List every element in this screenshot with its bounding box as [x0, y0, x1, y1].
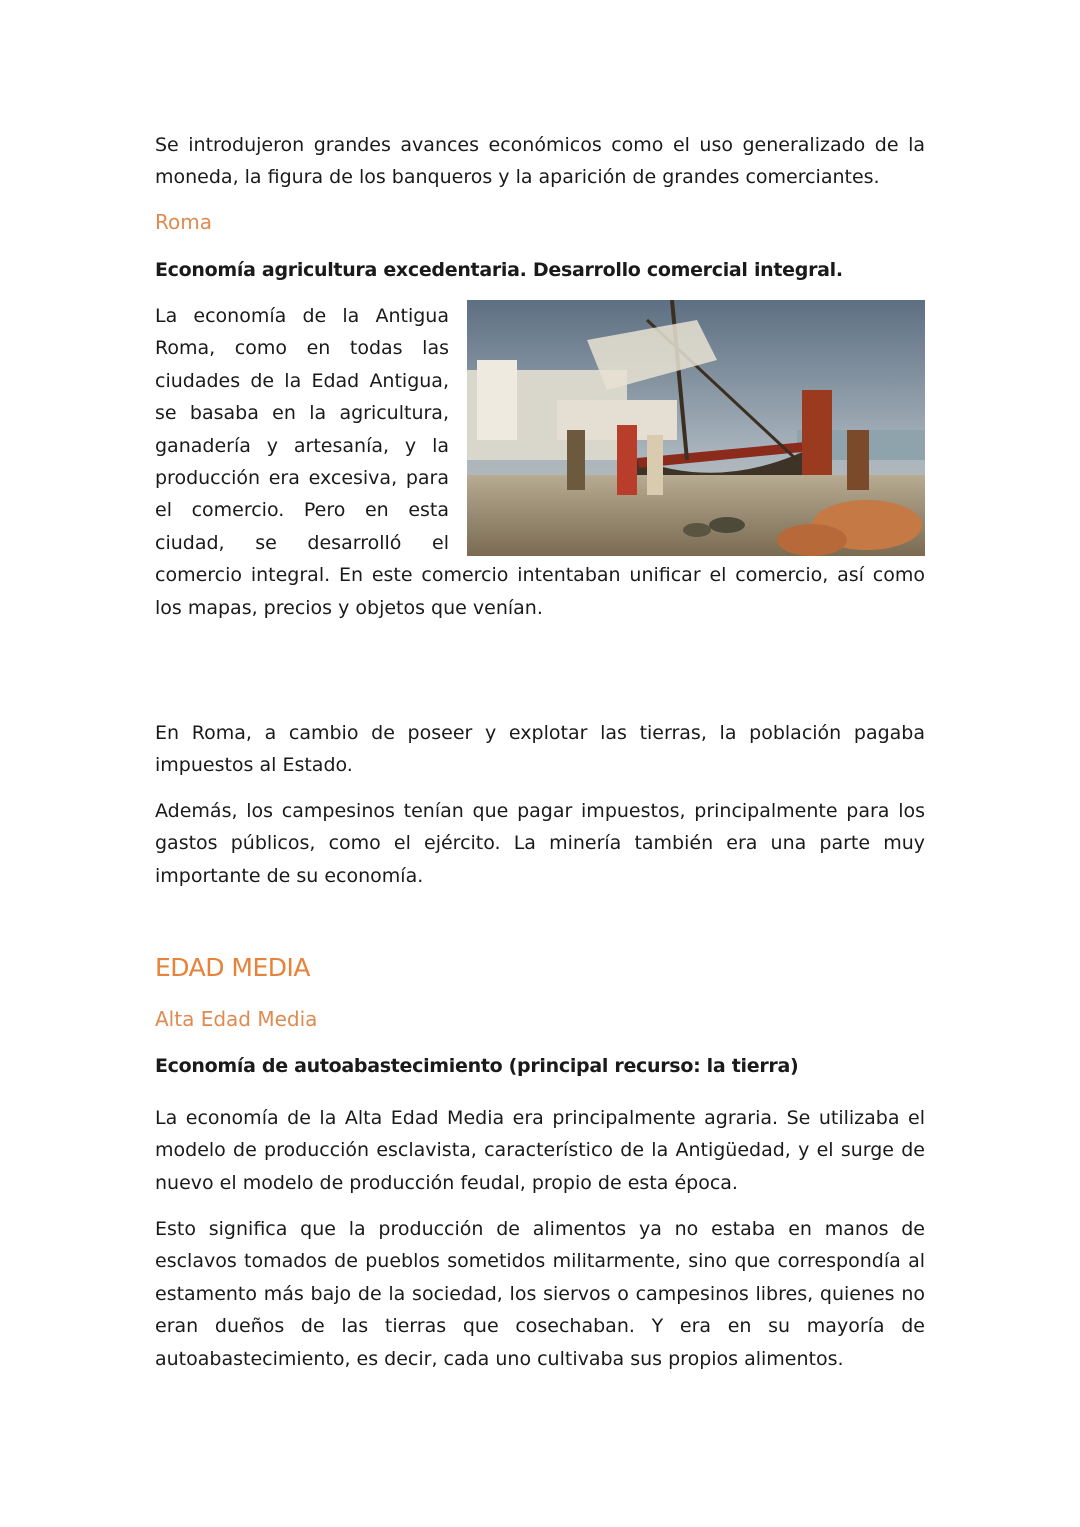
roma-taxes-paragraph: En Roma, a cambio de poseer y explotar las tierras, la población pagaba impuestos al Estado. — [155, 722, 925, 777]
roma-paragraph-with-image — [155, 300, 925, 624]
roma-peasants-paragraph: Además, los campesinos tenían que pagar impuestos, principalmente para los gastos públicos, como el ejército. La minería también era una parte muy importante de su economía. — [155, 800, 925, 887]
alta-production-paragraph: Esto significa que la producción de alimentos ya no estaba en manos de esclavos tomados de pueblos sometidos militarmente, sino que correspondía al estamento más bajo de la sociedad, los siervos o campesinos libres, quienes no eran dueños de las tierras que cosechaban. Y era en su mayoría de autoabastecimiento, es decir, cada uno cultivaba sus propios alimentos. — [155, 1218, 925, 1370]
alta-edad-media-heading: Alta Edad Media — [155, 1007, 318, 1031]
roma-bold-heading: Economía agricultura excedentaria. Desarrollo comercial integral. — [155, 259, 843, 281]
intro-paragraph — [155, 129, 925, 194]
roma-economy-text: La economía de la Antigua Roma, como en todas las ciudades de la Edad Antigua, se basaba en la agricultura, ganadería y artesanía, y la producción era excesiva, para el comercio. Pero en esta ciudad, se desarrolló el comercio integral. En este comercio intentaban unificar el comercio, así como los mapas, precios y objetos que venían. — [155, 305, 925, 619]
intro-text: Se introdujeron grandes avances económicos como el uso generalizado de la moneda, la figura de los banqueros y la aparición de grandes comerciantes. — [155, 134, 925, 189]
roma-heading: Roma — [155, 210, 212, 234]
edad-media-heading: EDAD MEDIA — [155, 953, 310, 982]
alta-bold-heading: Economía de autoabastecimiento (principal recurso: la tierra) — [155, 1055, 799, 1077]
roman-port-painting — [467, 300, 925, 556]
alta-economy-paragraph: La economía de la Alta Edad Media era principalmente agraria. Se utilizaba el modelo de producción esclavista, característico de la Antigüedad, y el surge de nuevo el modelo de producción feudal, propio de esta época. — [155, 1107, 925, 1194]
